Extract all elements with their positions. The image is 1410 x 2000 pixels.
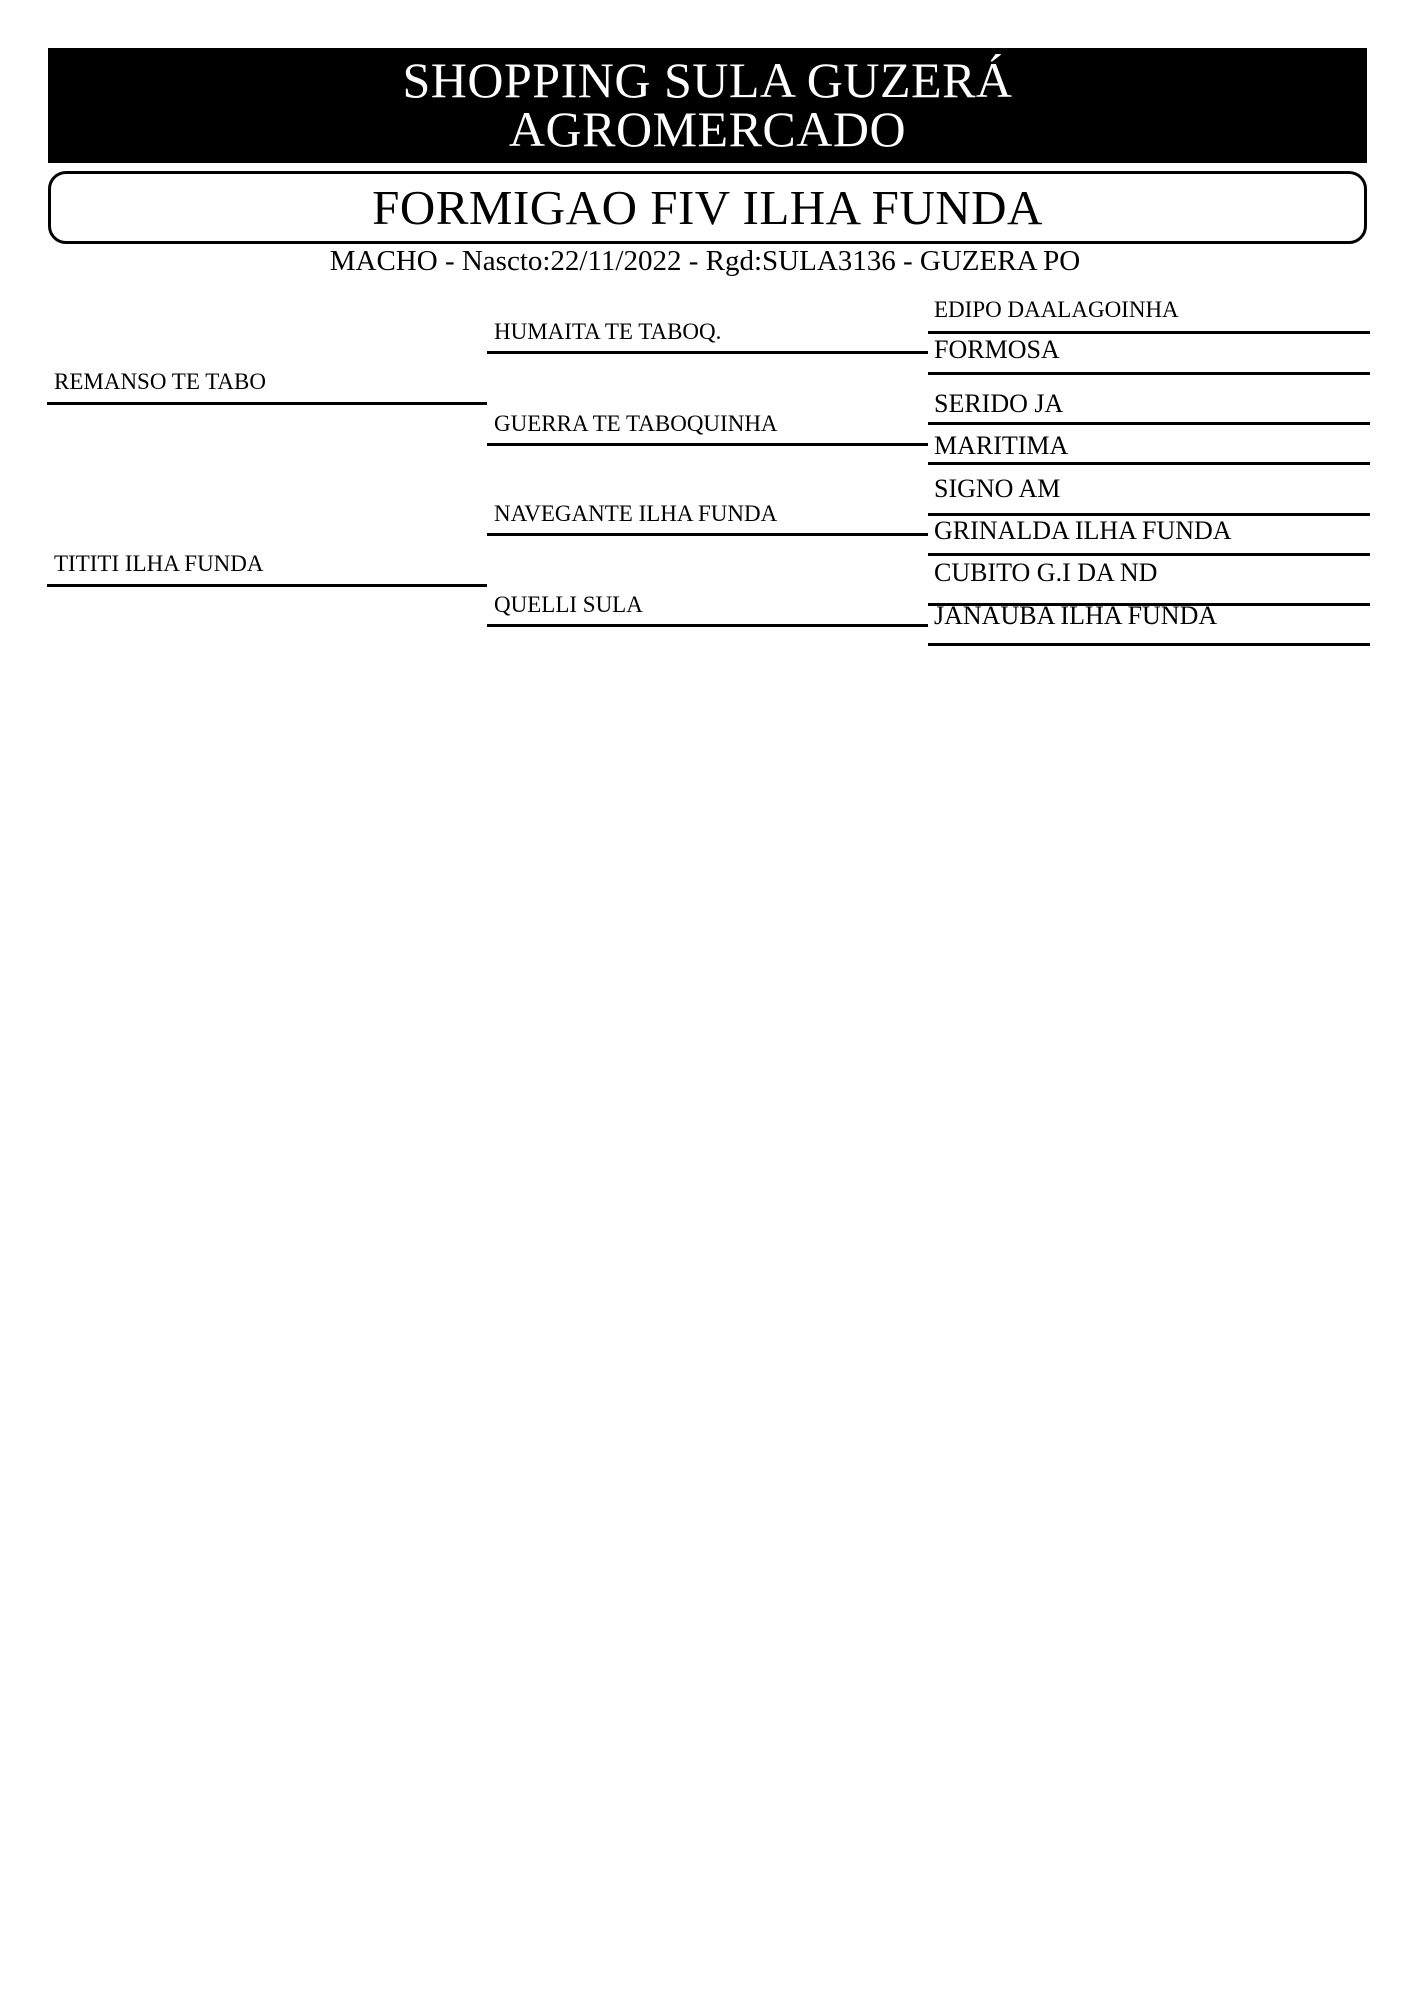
- dam-sire-line: [487, 533, 928, 536]
- dam-line: [47, 584, 487, 587]
- g3-line-3: [928, 422, 1370, 425]
- dam-dam-line: [487, 624, 928, 627]
- animal-name: FORMIGAO FIV ILHA FUNDA: [372, 180, 1043, 235]
- g3-line-6: [928, 553, 1370, 556]
- sire-sire-name: HUMAITA TE TABOQ.: [494, 319, 722, 344]
- g3-line-4: [928, 462, 1370, 465]
- g3-name-6: GRINALDA ILHA FUNDA: [934, 516, 1232, 545]
- g3-name-4: MARITIMA: [934, 431, 1069, 460]
- g3-name-1: EDIPO DAALAGOINHA: [934, 297, 1179, 322]
- g3-name-7: CUBITO G.I DA ND: [934, 558, 1158, 587]
- dam-dam-name: QUELLI SULA: [494, 592, 643, 617]
- header-title-line2: AGROMERCADO: [508, 101, 907, 157]
- animal-info: MACHO - Nascto:22/11/2022 - Rgd:SULA3136 - GUZERA PO: [329, 245, 1081, 277]
- g3-name-2: FORMOSA: [934, 335, 1060, 364]
- g3-line-2: [928, 372, 1370, 375]
- g3-line-8: [928, 643, 1370, 646]
- animal-name-box: [48, 171, 1367, 244]
- sire-sire-line: [487, 351, 928, 354]
- sire-dam-line: [487, 443, 928, 446]
- dam-name: TITITI ILHA FUNDA: [54, 551, 264, 576]
- sire-dam-name: GUERRA TE TABOQUINHA: [494, 411, 778, 436]
- g3-name-8: JANAUBA ILHA FUNDA: [934, 601, 1218, 630]
- g3-name-3: SERIDO JA: [934, 389, 1064, 418]
- g3-line-1: [928, 331, 1370, 334]
- g3-name-5: SIGNO AM: [934, 474, 1061, 503]
- sire-name: REMANSO TE TABO: [54, 369, 266, 394]
- header-banner: [48, 48, 1367, 163]
- sire-line: [47, 402, 487, 405]
- header-title-line1: SHOPPING SULA GUZERÁ: [402, 52, 1013, 108]
- dam-sire-name: NAVEGANTE ILHA FUNDA: [494, 501, 778, 526]
